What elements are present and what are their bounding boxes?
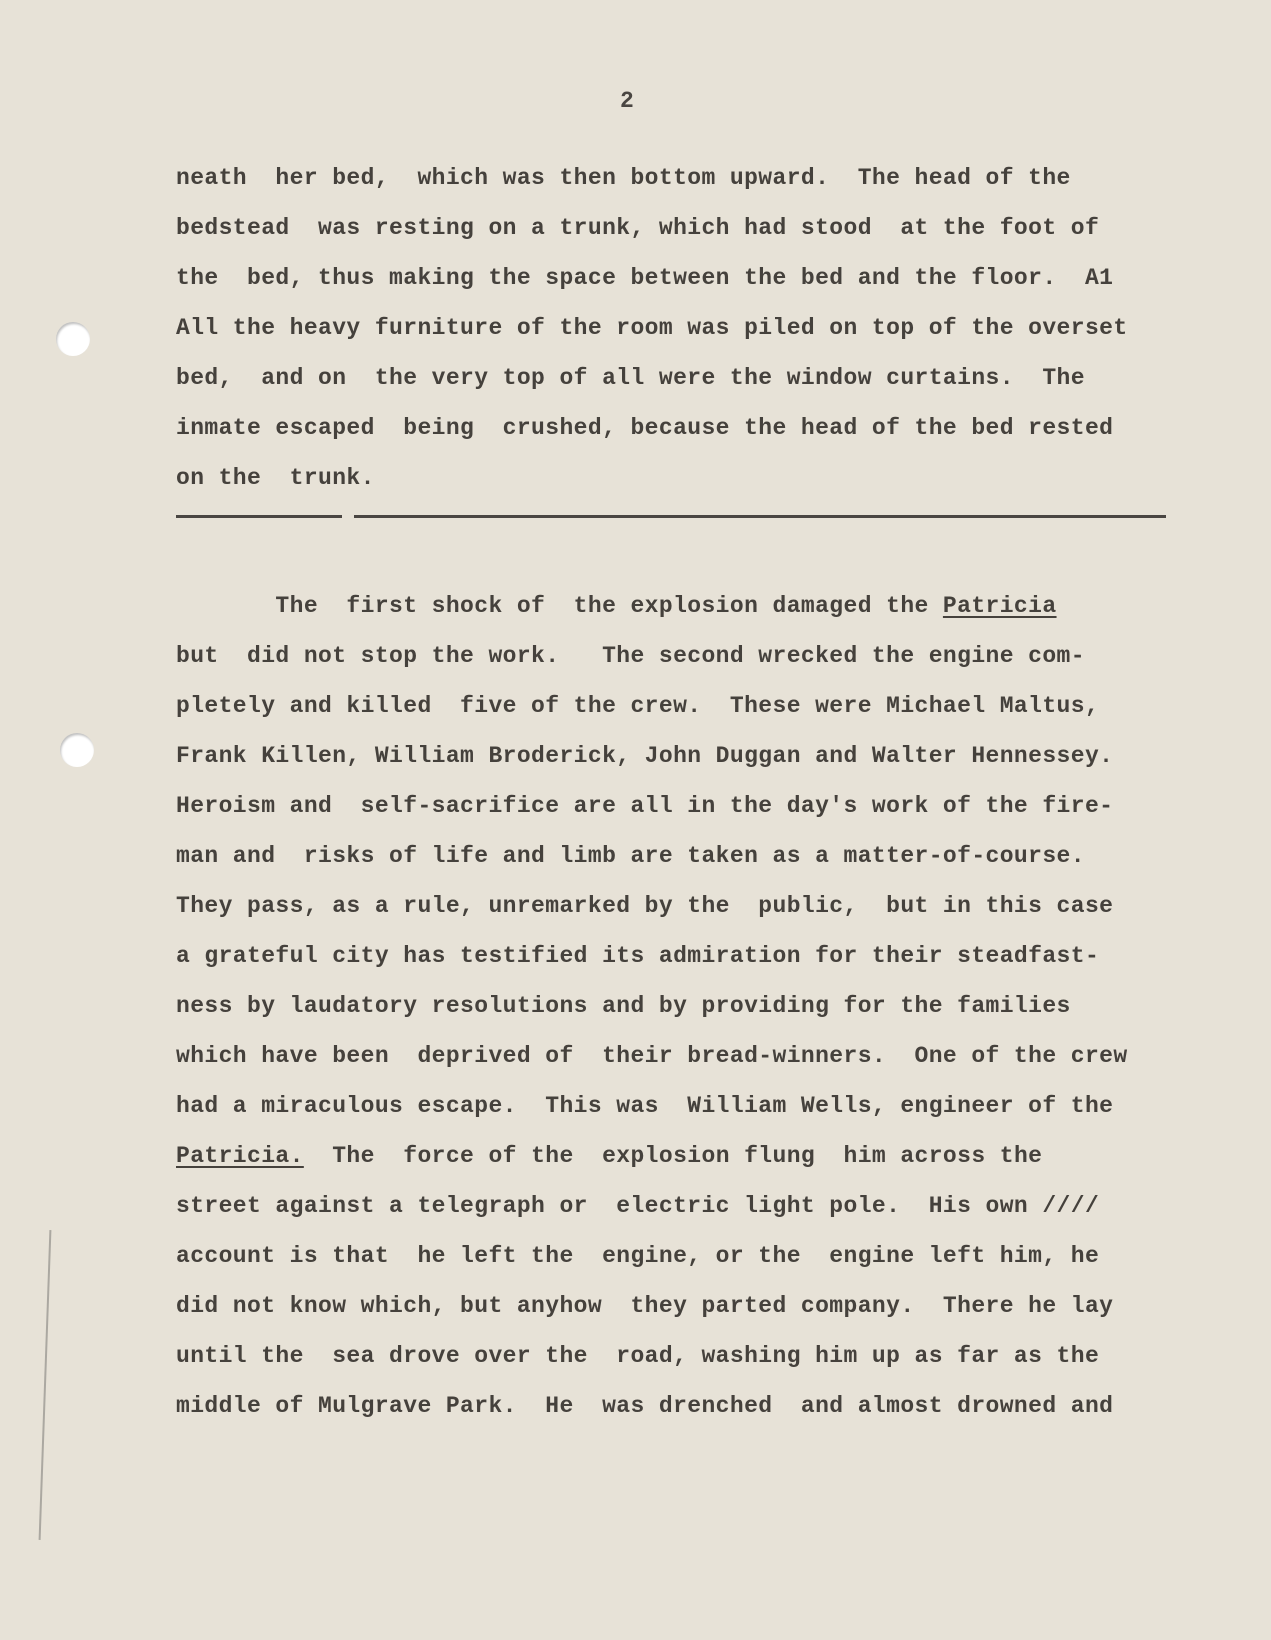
paragraph2-line: account is that he left the engine, or the engine left him, he	[176, 1243, 1100, 1269]
margin-pencil-mark	[39, 1230, 52, 1540]
section-divider-right	[354, 515, 1166, 518]
paragraph2-line	[176, 592, 1057, 620]
paragraph1-line: All the heavy furniture of the room was piled on top of the overset	[176, 315, 1128, 341]
paragraph2-line: street against a telegraph or electric light pole. His own ////	[176, 1193, 1100, 1219]
paragraph1-line: inmate escaped being crushed, because the head of the bed rested	[176, 415, 1114, 441]
paragraph2-line: ness by laudatory resolutions and by providing for the families	[176, 993, 1071, 1019]
paragraph2-line: had a miraculous escape. This was William Wells, engineer of the	[176, 1093, 1114, 1119]
paragraph2-line: They pass, as a rule, unremarked by the public, but in this case	[176, 893, 1114, 919]
paragraph2-line1-text: The first shock of the explosion damaged the	[176, 593, 943, 619]
paragraph2-line: but did not stop the work. The second wrecked the engine com-	[176, 643, 1085, 669]
ship-name-patricia: Patricia.	[176, 1143, 304, 1169]
paragraph2-line: a grateful city has testified its admiration for their steadfast-	[176, 943, 1100, 969]
punch-hole-middle	[60, 733, 94, 767]
paragraph1-line: bedstead was resting on a trunk, which had stood at the foot of	[176, 215, 1100, 241]
paragraph2-line: middle of Mulgrave Park. He was drenched and almost drowned and	[176, 1393, 1114, 1419]
paragraph2-line: Frank Killen, William Broderick, John Duggan and Walter Hennessey.	[176, 743, 1114, 769]
paragraph1-line: bed, and on the very top of all were the window curtains. The	[176, 365, 1085, 391]
paragraph1-line: on the trunk.	[176, 465, 375, 491]
page-number: 2	[620, 88, 634, 114]
paragraph2-line: pletely and killed five of the crew. These were Michael Maltus,	[176, 693, 1100, 719]
paragraph2-line: man and risks of life and limb are taken as a matter-of-course.	[176, 843, 1085, 869]
paragraph2-line: Heroism and self-sacrifice are all in the day's work of the fire-	[176, 793, 1114, 819]
paragraph2-line-text: The force of the explosion flung him across the	[303, 1143, 1043, 1169]
paragraph2-line	[176, 1142, 1042, 1170]
paragraph2-line: until the sea drove over the road, washing him up as far as the	[176, 1343, 1100, 1369]
paragraph2-line: which have been deprived of their bread-winners. One of the crew	[176, 1043, 1128, 1069]
paragraph2-line: did not know which, but anyhow they parted company. There he lay	[176, 1293, 1114, 1319]
ship-name-patricia: Patricia	[942, 593, 1057, 619]
paragraph1-line: the bed, thus making the space between the bed and the floor. A1	[176, 265, 1114, 291]
punch-hole-top	[56, 322, 90, 356]
section-divider-left	[176, 515, 342, 518]
paragraph1-line: neath her bed, which was then bottom upward. The head of the	[176, 165, 1071, 191]
